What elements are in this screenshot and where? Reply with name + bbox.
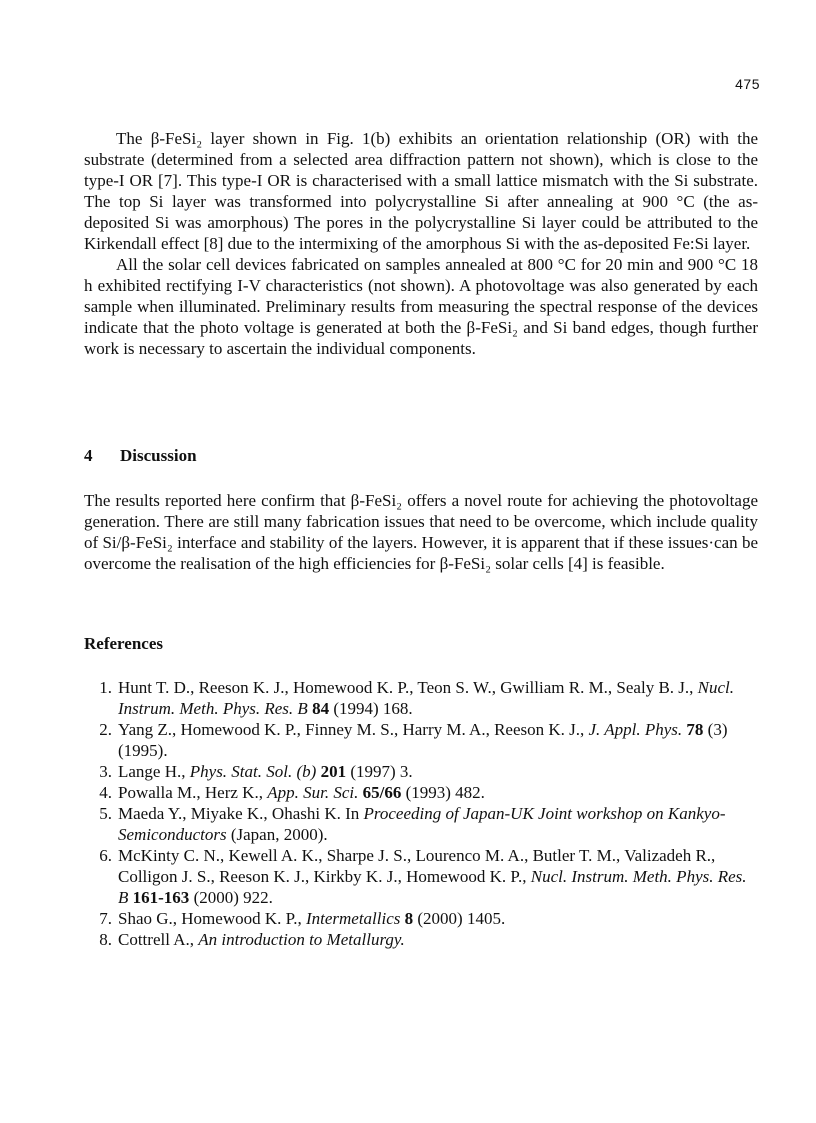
paragraph-discussion: The results reported here confirm that β-FeSi₂ offers a novel route for achieving the photovoltage generation. There are still many fabrication issues that need to be overcome, which include quality of Si/β-FeSi₂ interface and stability of the layers. However, it is apparent that if these issues·can be overcome the realisation of the high efficiencies for β-FeSi₂ solar cells [4] is feasible. [84, 491, 758, 573]
reference-volume: 78 [682, 720, 704, 739]
reference-details: (1997) 3. [346, 762, 413, 781]
reference-volume: 65/66 [358, 783, 402, 802]
reference-journal: App. Sur. Sci. [267, 783, 359, 802]
reference-details: (1993) 482. [401, 783, 485, 802]
reference-authors: Cottrell A., [118, 930, 199, 949]
reference-journal: Intermetallics [305, 909, 401, 928]
reference-authors: Hunt T. D., Reeson K. J., Homewood K. P., Teon S. W., Gwilliam R. M., Sealy B. J., [118, 678, 698, 697]
reference-number: 3 . [84, 761, 112, 782]
reference-journal: An introduction to Metallurgy. [198, 930, 405, 949]
reference-number: 4 . [84, 782, 112, 803]
reference-item [84, 845, 758, 908]
references-heading: References [84, 634, 163, 653]
reference-number: 1 . [84, 677, 112, 698]
reference-journal: Proceeding of Japan-UK Joint workshop on Kankyo-Semiconductors [118, 804, 726, 844]
reference-authors: Yang Z., Homewood K. P., Finney M. S., Harry M. A., Reeson K. J., [118, 720, 589, 739]
reference-volume: 84 [307, 699, 330, 718]
reference-details: (2000) 922. [189, 888, 273, 907]
reference-journal: Phys. Stat. Sol. (b) [189, 762, 317, 781]
reference-authors: McKinty C. N., Kewell A. K., Sharpe J. S., Lourenco M. A., Butler T. M., Valizadeh R., Colligon J. S., Reeson K. J., Kirkby K. J., Homewood K. P., [118, 846, 716, 886]
reference-item [84, 782, 758, 803]
reference-item [84, 908, 758, 929]
reference-item [84, 803, 758, 845]
reference-item [84, 719, 758, 761]
paragraph-orientation-relationship: The β-FeSi₂ layer shown in Fig. 1(b) exhibits an orientation relationship (OR) with the substrate (determined from a selected area diffraction pattern not shown), which is close to the type-I OR [7]. This type-I OR is characterised with a small lattice mismatch with the Si substrate. The top Si layer was transformed into polycrystalline Si after annealing at 900 °C (the as-deposited Si was amorphous) The pores in the polycrystalline Si layer could be attributed to the Kirkendall effect [8] due to the intermixing of the amorphous Si with the as-deposited Fe:Si layer. [84, 129, 758, 253]
reference-details: (Japan, 2000). [226, 825, 328, 844]
section-title: Discussion [120, 446, 197, 465]
page-number: 475 [735, 76, 760, 92]
section-heading-discussion [84, 446, 197, 466]
results-continued-text [84, 128, 758, 359]
reference-authors: Lange H., [118, 762, 190, 781]
reference-number: 2 . [84, 719, 112, 740]
reference-details: (1994) 168. [329, 699, 413, 718]
reference-journal: Nucl. Instrum. Meth. Phys. Res. B [118, 678, 735, 718]
reference-details: (3) (1995). [118, 720, 728, 760]
reference-volume: 161-163 [128, 888, 190, 907]
reference-number: 5 . [84, 803, 112, 824]
reference-authors: Maeda Y., Miyake K., Ohashi K. In [118, 804, 364, 823]
reference-number: 6 . [84, 845, 112, 866]
reference-authors: Powalla M., Herz K., [118, 783, 268, 802]
reference-number: 7 . [84, 908, 112, 929]
reference-item [84, 761, 758, 782]
reference-volume: 8 [400, 909, 414, 928]
reference-list [84, 677, 758, 950]
section-number: 4 [84, 446, 93, 465]
reference-details: (2000) 1405. [413, 909, 506, 928]
reference-number: 8 . [84, 929, 112, 950]
reference-journal: Nucl. Instrum. Meth. Phys. Res. B [118, 867, 747, 907]
reference-item [84, 677, 758, 719]
reference-journal: J. Appl. Phys. [588, 720, 683, 739]
paragraph-solar-cell-devices: All the solar cell devices fabricated on samples annealed at 800 °C for 20 min and 900 °C 18 h exhibited rectifying I-V characteristics (not shown). A photovoltage was also generated by each sample when illuminated. Preliminary results from measuring the spectral response of the devices indicate that the photo voltage is generated at both the β-FeSi₂ and Si band edges, though further work is necessary to ascertain the individual components. [84, 255, 758, 358]
reference-authors: Shao G., Homewood K. P., [118, 909, 306, 928]
discussion-text [84, 490, 758, 574]
reference-volume: 201 [316, 762, 347, 781]
reference-item [84, 929, 758, 950]
